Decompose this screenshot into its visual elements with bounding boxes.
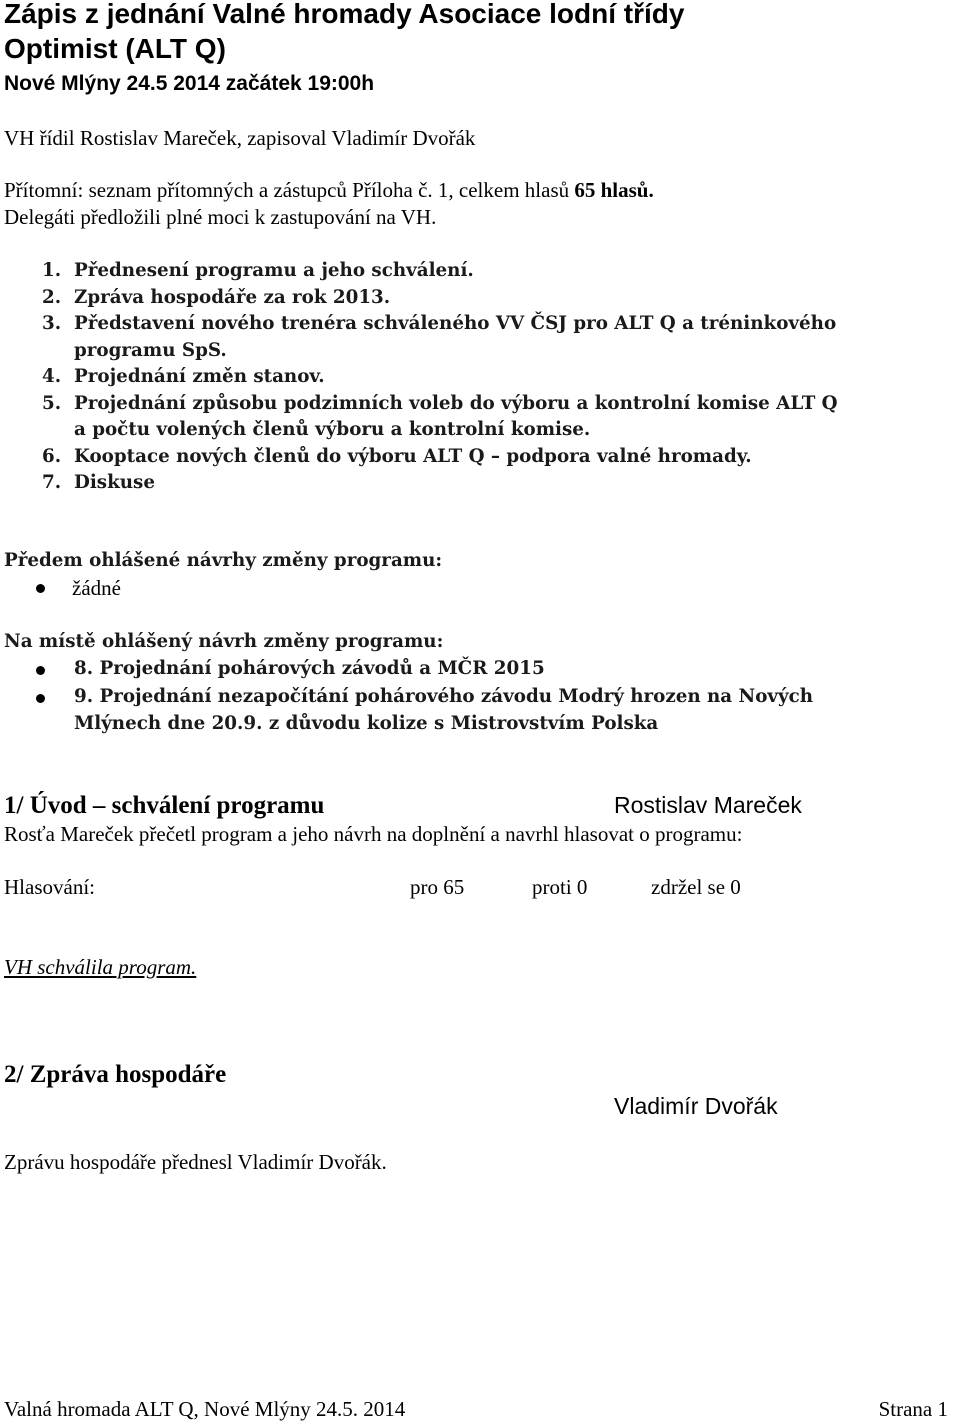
bullet-icon (36, 666, 45, 675)
agenda-text-cont: a počtu volených členů výboru a kontrolní komise. (74, 419, 591, 440)
onsite-item: 9. Projednání nezapočítání pohárového závodu Modrý hrozen na Nových (74, 686, 814, 707)
section2-body: Zprávu hospodáře přednesl Vladimír Dvořák. (4, 1150, 387, 1174)
section2-title: 2/ Zpráva hospodáře (4, 1061, 227, 1088)
agenda-text: Kooptace nových členů do výboru ALT Q – podpora valné hromady. (74, 445, 752, 467)
agenda-text: Projednání změn stanov. (74, 366, 325, 387)
bullet-icon (36, 694, 45, 703)
document-title: Zápis z jednání Valné hromady Asociace lodní třídy Optimist (ALT Q) (4, 0, 685, 64)
onsite-item-cont: Mlýnech dne 20.9. z důvodu kolize s Mistrovstvím Polska (74, 713, 659, 734)
agenda-item (42, 391, 838, 444)
attendance-votes: 65 hlasů. (574, 178, 654, 202)
section1-result: VH schválila program. (4, 955, 197, 979)
vote-abstain: zdržel se 0 (651, 875, 741, 899)
chair-line: VH řídil Rostislav Mareček, zapisoval Vladimír Dvořák (4, 126, 476, 150)
agenda-number: 4. (42, 366, 62, 387)
agenda-item (42, 364, 838, 391)
bullet-icon (36, 584, 45, 593)
agenda-number: 1. (42, 260, 62, 281)
agenda-text-cont: programu SpS. (74, 339, 227, 361)
meeting-info: Nové Mlýny 24.5 2014 začátek 19:00h (4, 72, 375, 95)
section1-title: 1/ Úvod – schválení programu (4, 792, 325, 819)
onsite-heading: Na místě ohlášený návrh změny programu: (4, 631, 444, 652)
agenda-number: 3. (42, 313, 62, 334)
preannounced-item: žádné (72, 576, 121, 600)
attendance-text: Přítomní: seznam přítomných a zástupců Příloha č. 1, celkem hlasů (4, 178, 575, 202)
agenda-number: 5. (42, 392, 62, 414)
agenda-text: Představení nového trenéra schváleného VV ČSJ pro ALT Q a tréninkového (74, 313, 837, 334)
footer-left: Valná hromada ALT Q, Nové Mlýny 24.5. 2014 (4, 1397, 406, 1421)
agenda-text: Přednesení programu a jeho schválení. (74, 260, 474, 281)
agenda-item (42, 470, 838, 497)
agenda-item (42, 258, 838, 285)
page-number: Strana 1 (878, 1397, 948, 1421)
agenda-item (42, 444, 838, 471)
agenda-item (42, 311, 838, 364)
agenda-item (42, 285, 838, 312)
vote-label: Hlasování: (4, 875, 95, 899)
section1-owner: Rostislav Mareček (614, 792, 802, 818)
vote-against: proti 0 (532, 875, 588, 899)
onsite-item: 8. Projednání pohárových závodů a MČR 2015 (74, 658, 545, 679)
agenda-list (42, 258, 838, 497)
attendance-line (4, 178, 654, 203)
vote-for: pro 65 (410, 875, 465, 899)
agenda-text: Zpráva hospodáře za rok 2013. (74, 286, 391, 308)
section2-owner: Vladimír Dvořák (614, 1093, 778, 1119)
agenda-number: 6. (42, 445, 62, 467)
preannounced-heading: Předem ohlášené návrhy změny programu: (4, 550, 443, 571)
agenda-text: Projednání způsobu podzimních voleb do výboru a kontrolní komise ALT Q (74, 392, 838, 414)
agenda-number: 7. (42, 472, 62, 493)
section1-body: Rosťa Mareček přečetl program a jeho návrh na doplnění a navrhl hlasovat o programu: (4, 822, 743, 846)
agenda-number: 2. (42, 286, 62, 308)
agenda-text: Diskuse (74, 472, 155, 493)
delegates-line: Delegáti předložili plné moci k zastupování na VH. (4, 205, 437, 229)
